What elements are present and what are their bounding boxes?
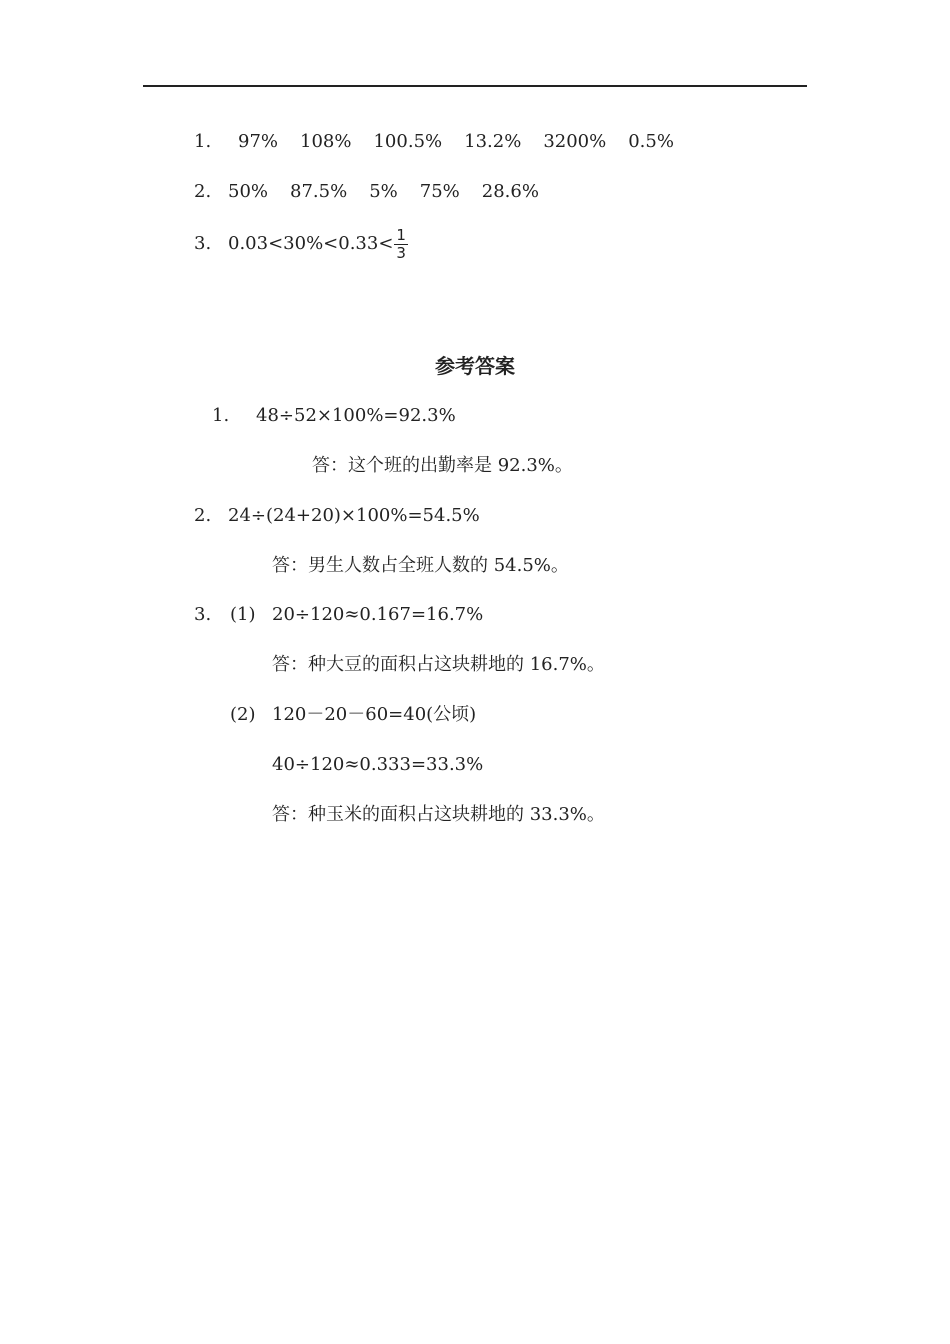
a2-answer: 答：男生人数占全班人数的 54.5%。 xyxy=(272,555,569,576)
a3-part2-calc-line xyxy=(230,703,476,727)
q1-value-5: 3200% xyxy=(543,131,607,152)
a3-part1-label: (1) xyxy=(230,604,256,625)
q1-value-1: 97% xyxy=(238,131,279,152)
fraction-numerator: 1 xyxy=(396,225,406,244)
fraction-denominator: 3 xyxy=(396,243,406,262)
q1-number: 1. xyxy=(194,131,212,152)
q3-line xyxy=(194,226,408,262)
q1-value-6: 0.5% xyxy=(628,131,674,152)
q3-expression: 0.03<30%<0.33< xyxy=(228,233,394,254)
q1-line xyxy=(194,130,674,154)
a3-part1-answer: 答：种大豆的面积占这块耕地的 16.7%。 xyxy=(272,654,605,675)
q1-value-4: 13.2% xyxy=(464,131,522,152)
a1-calc-line xyxy=(212,404,456,428)
a1-answer: 答：这个班的出勤率是 92.3%。 xyxy=(312,455,573,476)
q2-number: 2. xyxy=(194,181,212,202)
a3-part2-answer: 答：种玉米的面积占这块耕地的 33.3%。 xyxy=(272,804,605,825)
one-third-fraction xyxy=(394,225,408,262)
q2-value-5: 28.6% xyxy=(481,181,539,202)
q2-line xyxy=(194,180,539,204)
a1-calculation: 48÷52×100%=92.3% xyxy=(256,405,456,426)
a3-part2-label: (2) xyxy=(230,704,256,725)
q2-value-3: 5% xyxy=(369,181,398,202)
a2-calculation: 24÷(24+20)×100%=54.5% xyxy=(228,505,480,526)
header-rule xyxy=(143,85,807,87)
q1-value-3: 100.5% xyxy=(373,131,443,152)
q2-value-1: 50% xyxy=(228,181,269,202)
a2-number: 2. xyxy=(194,505,212,526)
a3-part2-calculation-1: 120－20－60=40(公顷) xyxy=(272,704,477,725)
a3-part2-calculation-2: 40÷120≈0.333=33.3% xyxy=(272,754,484,775)
answers-title: 参考答案 xyxy=(435,354,515,378)
q2-value-4: 75% xyxy=(419,181,460,202)
q1-value-2: 108% xyxy=(300,131,352,152)
q3-number: 3. xyxy=(194,233,212,254)
a3-number: 3. xyxy=(194,604,212,625)
a3-part1-calc-line xyxy=(194,603,483,627)
a1-number: 1. xyxy=(212,405,230,426)
a2-calc-line xyxy=(194,504,480,528)
q2-value-2: 87.5% xyxy=(290,181,348,202)
a3-part1-calculation: 20÷120≈0.167=16.7% xyxy=(272,604,484,625)
